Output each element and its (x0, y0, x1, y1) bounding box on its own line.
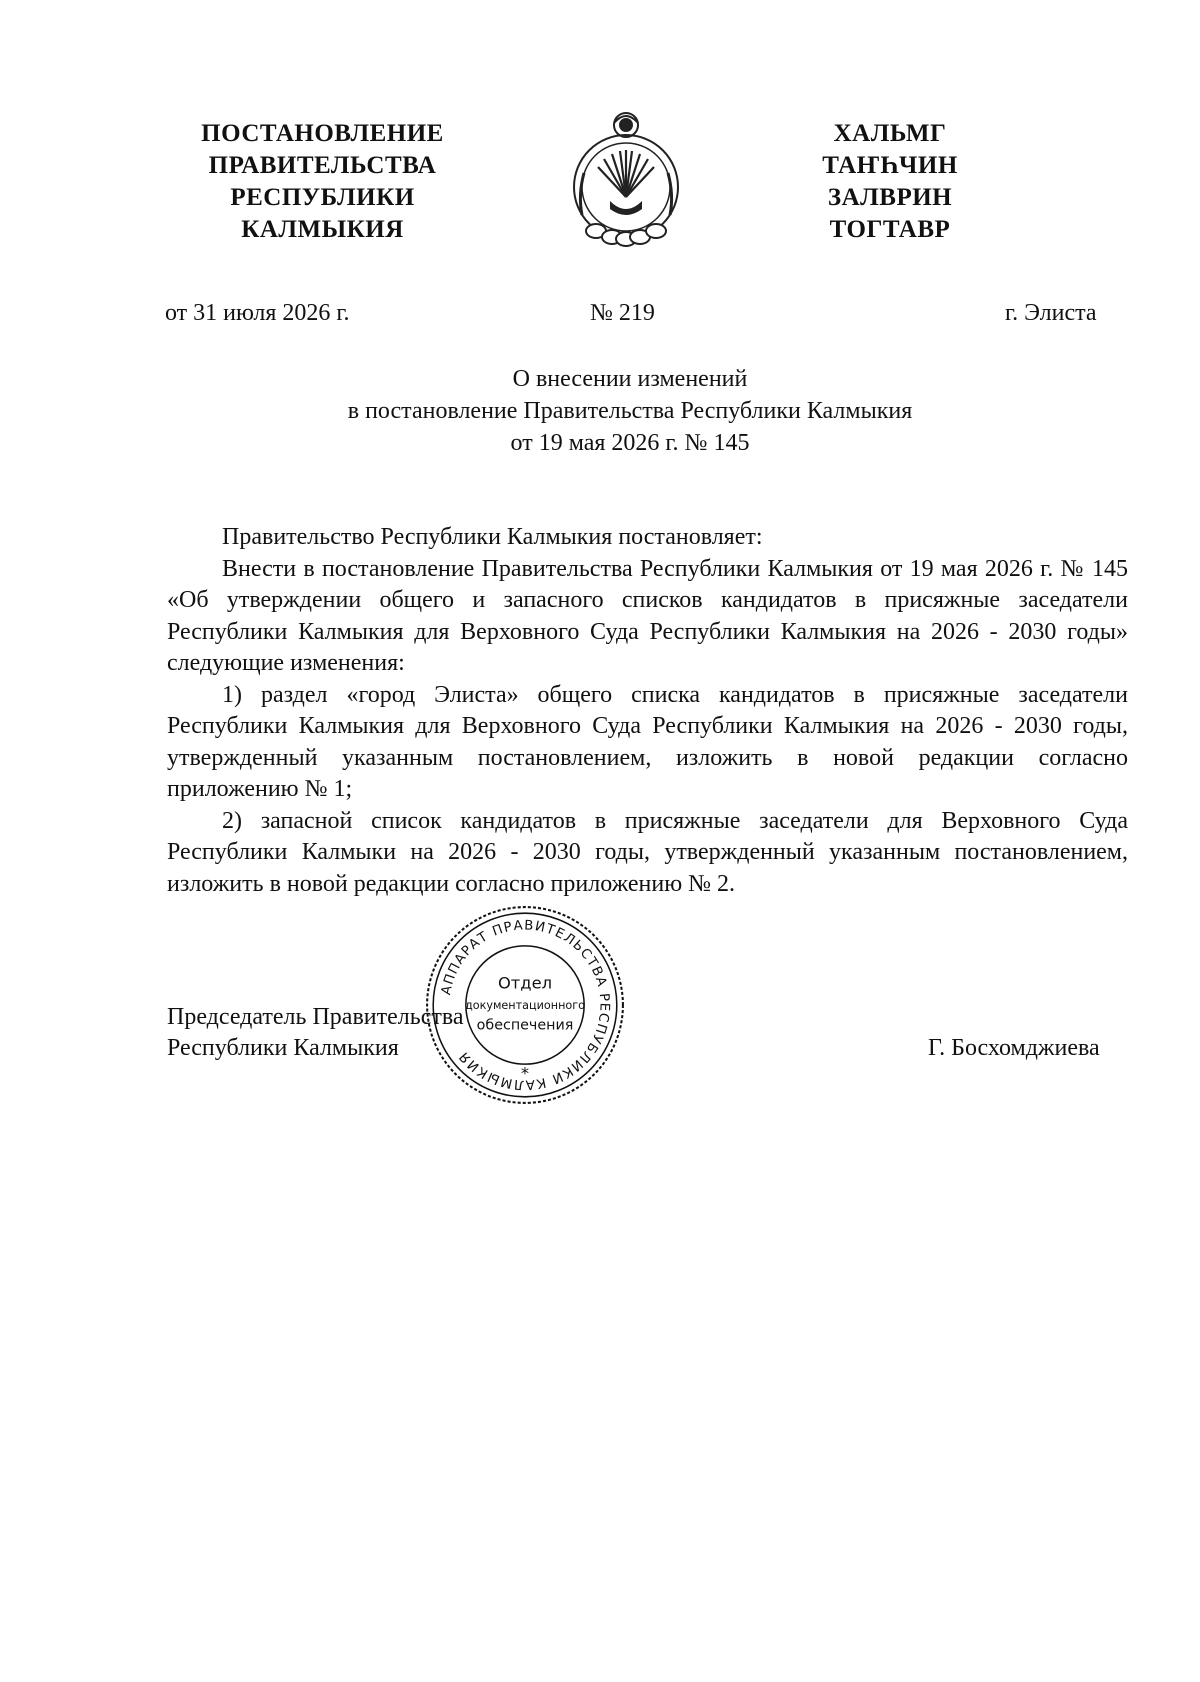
header-russian (180, 118, 465, 246)
header-kalmyk-line: ТОГТАВР (829, 216, 951, 243)
header-russian-line: КАЛМЫКИЯ (241, 216, 404, 243)
header-kalmyk (800, 118, 980, 246)
title-line: О внесении изменений (512, 366, 748, 392)
signatory-name: Г. Босхомджиева (928, 1035, 1100, 1061)
header-russian-line: ПРАВИТЕЛЬСТВА (208, 152, 437, 179)
title-line: в постановление Правительства Республики Калмыкия (347, 398, 913, 424)
document-date: от 31 июля 2026 г. (165, 300, 350, 326)
stamp-line: обеспечения (476, 1017, 574, 1034)
stamp-ring-text: АППАРАТ ПРАВИТЕЛЬСТВА РЕСПУБЛИКИ КАЛМЫКИЯ (439, 918, 612, 1092)
header-kalmyk-line: ТАҤҺЧИН (822, 152, 958, 179)
title-line: от 19 мая 2026 г. № 145 (510, 430, 750, 456)
signatory-position (167, 1002, 464, 1064)
document-number: № 219 (590, 300, 655, 326)
header-kalmyk-line: ХАЛЬМГ (833, 120, 947, 147)
document-title (200, 363, 1060, 459)
signatory-position-line: Республики Калмыкия (167, 1035, 399, 1061)
stamp-line: Отдел (497, 973, 553, 993)
stamp-star: * (520, 1063, 530, 1083)
document-city: г. Элиста (1005, 300, 1097, 326)
stamp-line: документационного (464, 999, 586, 1013)
header-kalmyk-line: ЗАЛВРИН (827, 184, 953, 211)
document-body (167, 522, 1128, 900)
body-paragraph-preamble: Правительство Республики Калмыкия постановляет: (222, 524, 763, 550)
header-russian-line: ПОСТАНОВЛЕНИЕ (201, 120, 444, 147)
body-paragraph-item-1: 1) раздел «город Элиста» общего списка кандидатов в присяжные заседатели Республики Калмыкия для Верховного Суда Республики Калмыкия на 2026 - 2030 годы, утвержденный указанным постановлением, изложить в новой редакции согласно приложению № 1; (167, 681, 1128, 802)
coat-of-arms-icon (562, 105, 690, 255)
official-stamp (423, 903, 627, 1107)
signatory-position-line: Председатель Правительства (167, 1004, 464, 1030)
body-paragraph-item-2: 2) запасной список кандидатов в присяжные заседатели для Верховного Суда Республики Калмыки на 2026 - 2030 годы, утвержденный указанным постановлением, изложить в новой редакции согласно приложению № 2. (167, 807, 1128, 897)
header-russian-line: РЕСПУБЛИКИ (230, 184, 415, 211)
body-paragraph-main: Внести в постановление Правительства Республики Калмыкия от 19 мая 2026 г. № 145 «Об утверждении общего и запасного списков кандидатов в присяжные заседатели Республики Калмыкия для Верховного Суда Республики Калмыкия на 2026 - 2030 годы» следующие изменения: (167, 555, 1128, 676)
